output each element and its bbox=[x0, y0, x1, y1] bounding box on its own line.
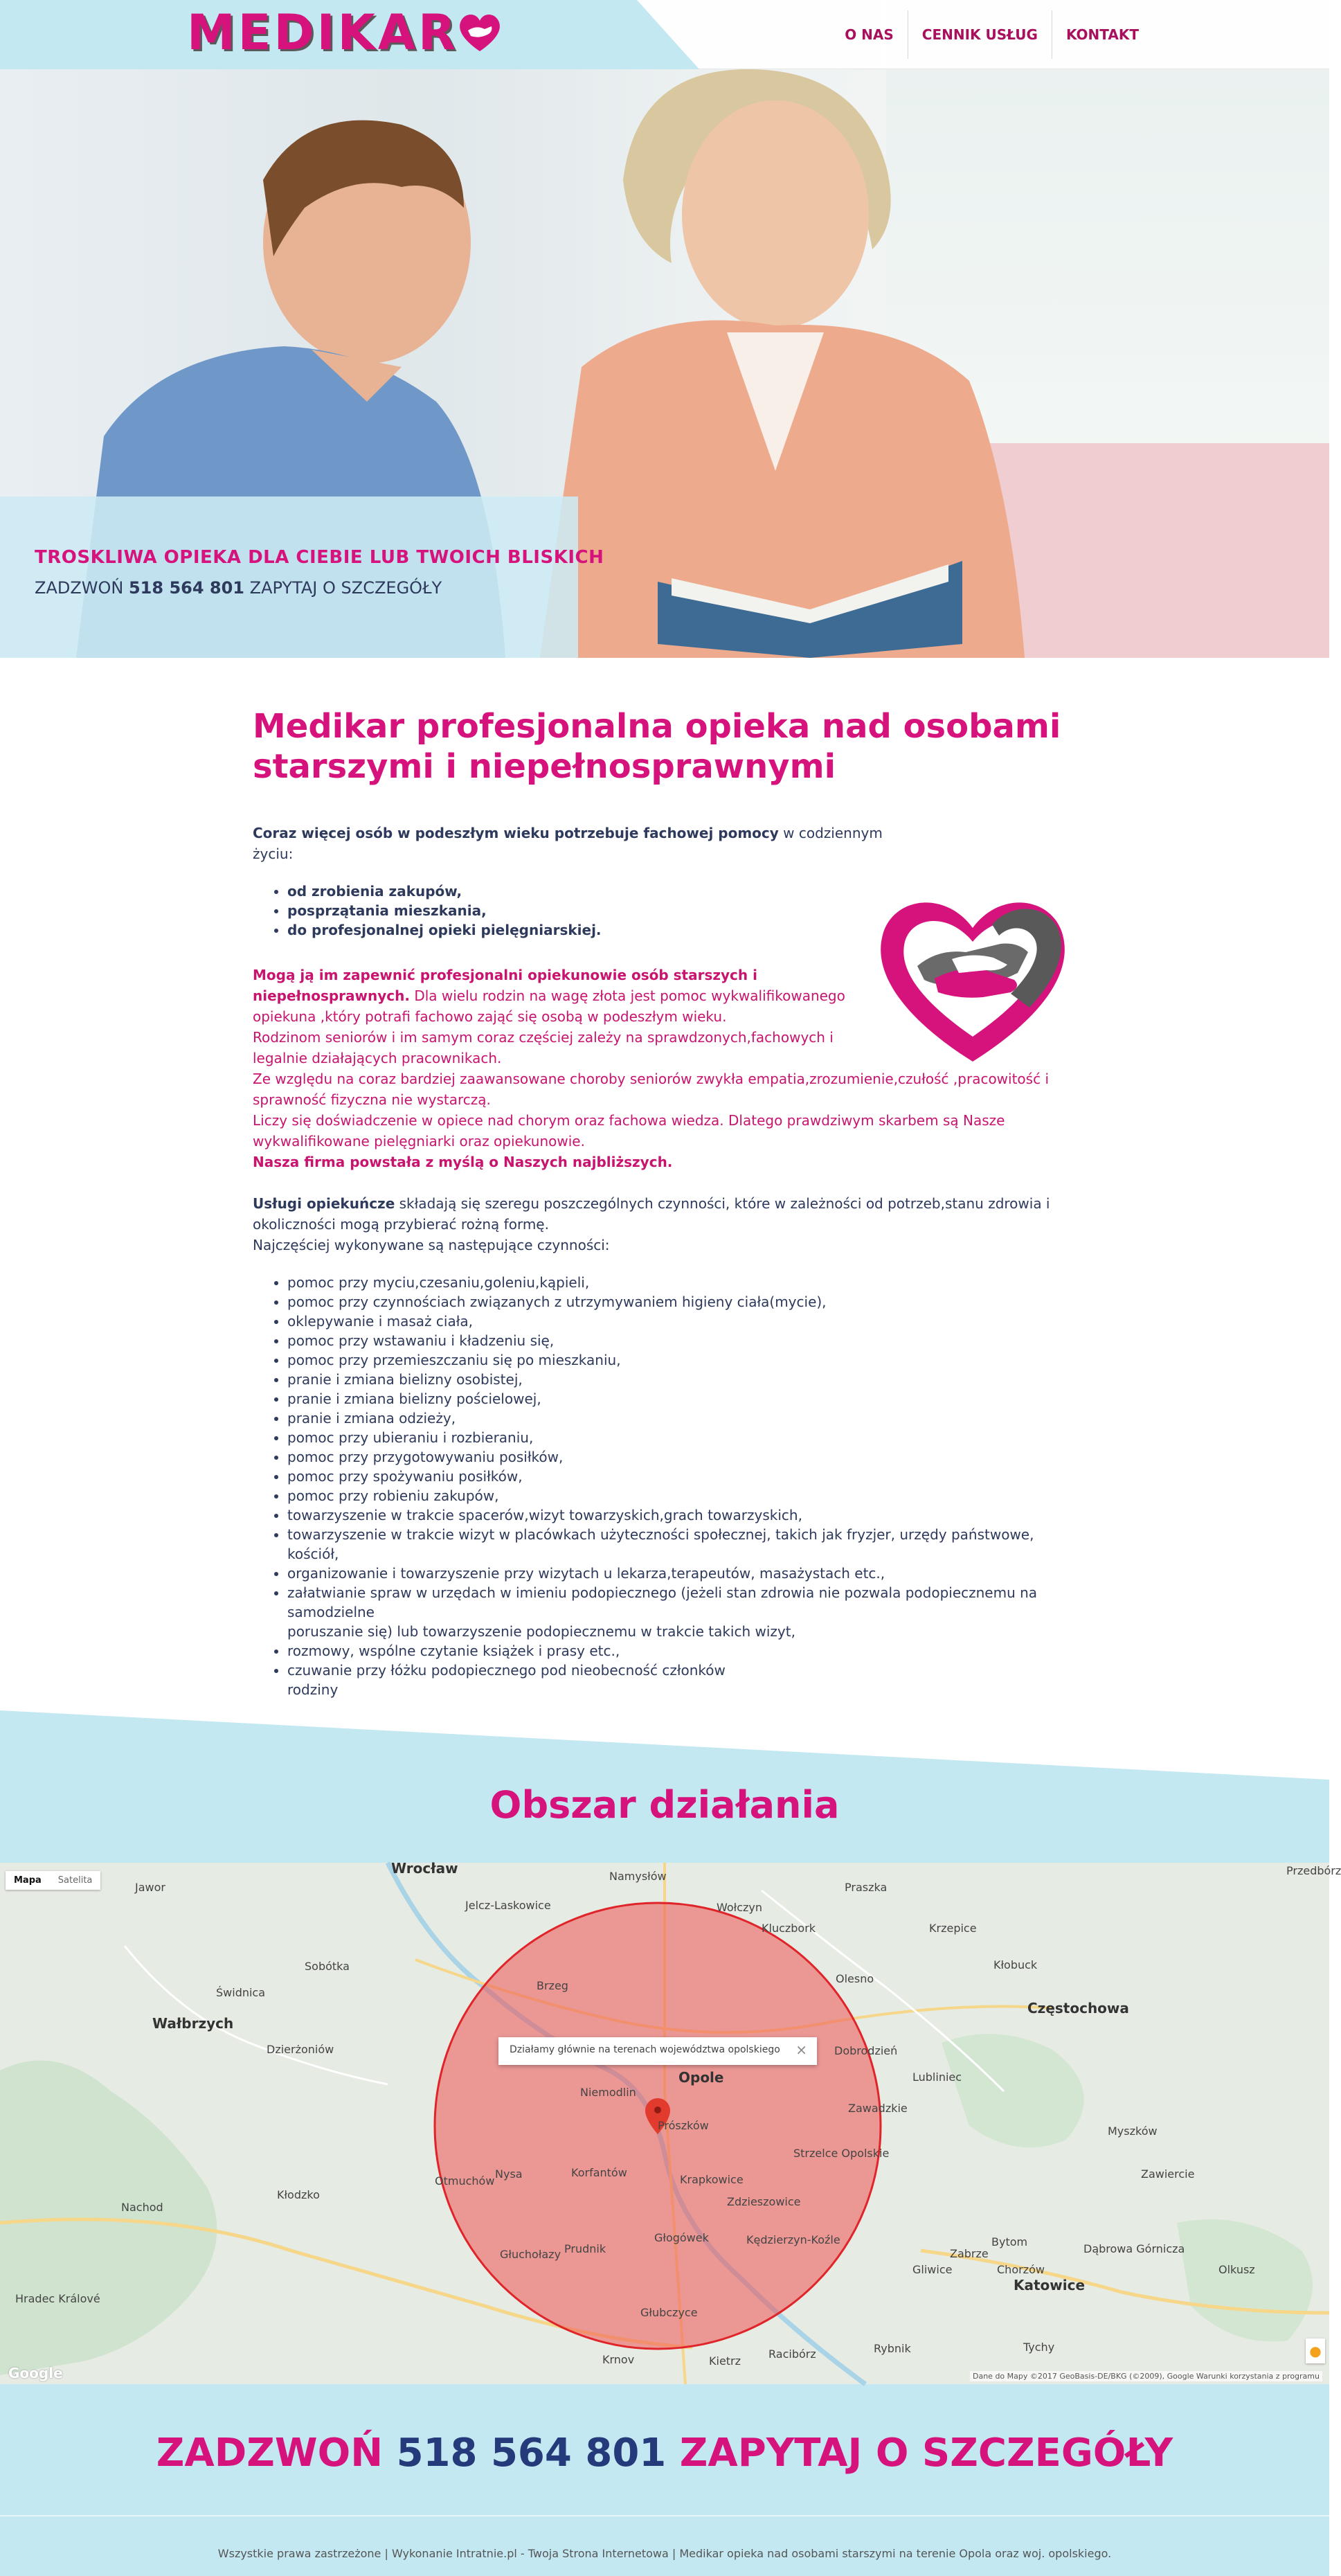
close-icon[interactable]: × bbox=[795, 2041, 807, 2058]
map-label: Częstochowa bbox=[1027, 2000, 1129, 2016]
list-item: • pomoc przy przemieszczaniu się po mieszkaniu, bbox=[287, 1350, 1077, 1370]
heart-hands-icon bbox=[456, 8, 504, 57]
p3-line-2: okoliczności mogą przybierać rożną formę. bbox=[253, 1216, 549, 1233]
cta-pre: ZADZWOŃ bbox=[156, 2431, 397, 2476]
map-label: Dobrodzień bbox=[834, 2044, 898, 2057]
map-tab-mapa[interactable]: Mapa bbox=[14, 1875, 42, 1886]
map-label: Jelcz-Laskowice bbox=[465, 1899, 551, 1912]
map-label: Sobótka bbox=[305, 1960, 350, 1973]
map-label: Tychy bbox=[1023, 2341, 1055, 2354]
map-label: Hradec Králové bbox=[15, 2292, 100, 2305]
map-label: Myszków bbox=[1108, 2125, 1158, 2138]
map-tab-satelita[interactable]: Satelita bbox=[57, 1875, 93, 1886]
map-attribution[interactable]: Dane do Mapy ©2017 GeoBasis-DE/BKG (©2009), Google Warunki korzystania z programu bbox=[970, 2371, 1322, 2381]
cta-phone[interactable]: 518 564 801 bbox=[396, 2431, 667, 2476]
map-label: Praszka bbox=[845, 1881, 888, 1894]
hero-phone[interactable]: 518 564 801 bbox=[128, 578, 244, 598]
list-item: • pranie i zmiana bielizny osobistej, bbox=[287, 1370, 1077, 1389]
map-label: Prudnik bbox=[564, 2242, 606, 2255]
p3-line-3: Najczęściej wykonywane są następujące czynności: bbox=[253, 1237, 610, 1253]
nav-o-nas[interactable]: O NAS bbox=[845, 26, 894, 43]
list-item: • pomoc przy przygotowywaniu posiłków, bbox=[287, 1447, 1077, 1467]
p2-line-8: Liczy się doświadczenie w opiece nad chorym oraz fachowa wiedza. Dlatego prawdziwym skarbem są Nasze bbox=[253, 1112, 1005, 1129]
p2-rest: Dla wielu rodzin na wagę złota jest pomoc wykwalifikowanego bbox=[409, 987, 845, 1004]
map-label: Korfantów bbox=[571, 2166, 627, 2179]
list-item: • pomoc przy ubieraniu i rozbieraniu, bbox=[287, 1428, 1077, 1447]
pegman-icon[interactable]: ● bbox=[1306, 2338, 1325, 2363]
list-item: • pomoc przy myciu,czesaniu,goleniu,kąpieli, bbox=[287, 1273, 1077, 1292]
hero-subtitle bbox=[35, 578, 442, 598]
main-content bbox=[253, 706, 1077, 1699]
list-item: • posprzątania mieszkania, bbox=[287, 901, 1077, 920]
p2-line-7: sprawność fizyczna nie wystarczą. bbox=[253, 1091, 491, 1108]
list-item: • pomoc przy czynnościach związanych z utrzymywaniem higieny ciała(mycie), bbox=[287, 1292, 1077, 1312]
logo-text: MEDIKAR bbox=[187, 4, 458, 61]
site-header bbox=[0, 0, 1329, 69]
list-item: • pomoc przy wstawaniu i kładzeniu się, bbox=[287, 1331, 1077, 1350]
list-item: • pranie i zmiana bielizny pościelowej, bbox=[287, 1389, 1077, 1408]
service-text: załatwianie spraw w urzędach w imieniu podopiecznego (jeżeli stan zdrowia nie pozwala podopiecznemu na samodzielne bbox=[287, 1584, 1038, 1620]
p2-line-4: Rodzinom seniorów i im samym coraz częściej zależy na sprawdzonych,fachowych i bbox=[253, 1029, 834, 1046]
heart-hands-illustration bbox=[869, 883, 1077, 1066]
services-list bbox=[287, 1273, 1077, 1699]
p3-bold: Usługi opiekuńcze bbox=[253, 1195, 395, 1212]
map-label: Dąbrowa Górnicza bbox=[1083, 2242, 1185, 2255]
intro-paragraph bbox=[253, 823, 1077, 864]
map-label: Olesno bbox=[836, 1972, 874, 1985]
list-item: • pomoc przy spożywaniu posiłków, bbox=[287, 1467, 1077, 1486]
list-item: • rozmowy, wspólne czytanie książek i prasy etc., bbox=[287, 1641, 1077, 1661]
cta-post: ZAPYTAJ O SZCZEGÓŁY bbox=[666, 2431, 1173, 2476]
map-label: Gliwice bbox=[912, 2263, 953, 2276]
map-label: Otmuchów bbox=[435, 2174, 495, 2188]
map-label: Racibórz bbox=[768, 2347, 816, 2361]
service-text-cont: poruszanie się) lub towarzyszenie podopiecznemu w trakcie takich wizyt, bbox=[287, 1623, 795, 1640]
map-label: Krzepice bbox=[929, 1922, 977, 1935]
map-label: Krnov bbox=[602, 2353, 635, 2366]
map-label: Namysłów bbox=[609, 1870, 667, 1883]
map-label: Nachod bbox=[121, 2201, 163, 2214]
list-item: • towarzyszenie w trakcie wizyt w placówkach użyteczności społecznej, takich jak fryzjer, urzędy państwowe, kościół, bbox=[287, 1525, 1077, 1564]
p2-line-9: wykwalifikowane pielęgniarki oraz opiekunowie. bbox=[253, 1133, 585, 1150]
map-label: Jawor bbox=[135, 1881, 165, 1894]
map-label: Wrocław bbox=[391, 1860, 458, 1877]
coverage-map[interactable] bbox=[0, 1860, 1341, 2384]
list-item bbox=[287, 1661, 1077, 1699]
map-label: Przedbórz bbox=[1286, 1864, 1341, 1877]
map-label: Dzierżoniów bbox=[267, 2043, 334, 2056]
hero-caption-box bbox=[0, 497, 578, 658]
list-item: • towarzyszenie w trakcie spacerów,wizyt towarzyskich,grach towarzyskich, bbox=[287, 1505, 1077, 1525]
hero-sub-pre: ZADZWOŃ bbox=[35, 578, 129, 598]
map-label: Kłobuck bbox=[993, 1958, 1038, 1971]
map-label: Kędzierzyn-Koźle bbox=[746, 2233, 840, 2246]
hero-book-illustration bbox=[644, 540, 976, 658]
list-item: • pomoc przy robieniu zakupów, bbox=[287, 1486, 1077, 1505]
main-nav bbox=[831, 0, 1153, 69]
map-label: Strzelce Opolskie bbox=[793, 2147, 890, 2160]
map-label: Zawadzkie bbox=[848, 2102, 908, 2115]
map-label: Kłodzko bbox=[277, 2188, 320, 2201]
map-type-tabs bbox=[6, 1871, 100, 1890]
map-label: Nysa bbox=[495, 2167, 523, 2181]
map-label: Rybnik bbox=[874, 2342, 911, 2355]
p2-line-5: legalnie działających pracownikach. bbox=[253, 1050, 502, 1066]
map-infowindow bbox=[498, 2037, 817, 2065]
list-item: • od zrobienia zakupów, bbox=[287, 882, 1077, 901]
call-to-action bbox=[0, 2431, 1329, 2476]
p2-line-10: Nasza firma powstała z myślą o Naszych najbliższych. bbox=[253, 1154, 673, 1170]
map-label: Olkusz bbox=[1218, 2263, 1255, 2276]
p2-line-6: Ze względu na coraz bardziej zaawansowane choroby seniorów zwykła empatia,zrozumienie,czułość ,pracowitość i bbox=[253, 1071, 1049, 1087]
intro-rest: w codziennym bbox=[778, 825, 883, 841]
map-label: Głubczyce bbox=[640, 2306, 698, 2319]
service-text-cont: rodziny bbox=[287, 1681, 339, 1698]
p2-bold: Mogą ją im zapewnić profesjonalni opiekunowie osób starszych i bbox=[253, 967, 757, 983]
footer-divider bbox=[0, 2515, 1329, 2516]
hero-title: TROSKLIWA OPIEKA DLA CIEBIE LUB TWOICH BLISKICH bbox=[35, 547, 604, 568]
map-label: Głuchołazy bbox=[500, 2248, 561, 2261]
map-label: Katowice bbox=[1014, 2277, 1086, 2293]
p2-line-3: opiekuna ,który potrafi fachowo zająć się osobą w podeszłym wieku. bbox=[253, 1008, 727, 1025]
map-label: Kluczbork bbox=[762, 1922, 816, 1935]
list-item: • organizowanie i towarzyszenie przy wizytach u lekarza,terapeutów, masażystach etc., bbox=[287, 1564, 1077, 1583]
nav-kontakt[interactable]: KONTAKT bbox=[1052, 10, 1153, 59]
infowindow-text: Działamy głównie na terenach województwa opolskiego bbox=[510, 2044, 780, 2055]
list-item bbox=[287, 1583, 1077, 1641]
services-intro bbox=[253, 1193, 1077, 1255]
intro-bold: Coraz więcej osób w podeszłym wieku potrzebuje fachowej pomocy bbox=[253, 825, 779, 841]
area-title: Obszar działania bbox=[489, 1783, 840, 1827]
p3-rest: składają się szeregu poszczególnych czynności, które w zależności od potrzeb,stanu zdrowia i bbox=[395, 1195, 1050, 1212]
google-logo: Google bbox=[8, 2365, 63, 2381]
map-label: Brzeg bbox=[537, 1979, 568, 1992]
map-label: Opole bbox=[678, 2069, 724, 2086]
list-item: • oklepywanie i masaż ciała, bbox=[287, 1312, 1077, 1331]
map-label: Zawiercie bbox=[1141, 2167, 1195, 2181]
map-label: Zdzieszowice bbox=[727, 2195, 801, 2208]
list-item: • pranie i zmiana odzieży, bbox=[287, 1408, 1077, 1428]
map-label: Chorzów bbox=[997, 2263, 1045, 2276]
map-label: Lubliniec bbox=[912, 2070, 962, 2084]
map-label: Bytom bbox=[991, 2235, 1028, 2248]
list-item: • do profesjonalnej opieki pielęgniarskiej. bbox=[287, 920, 1077, 940]
map-label: Zabrze bbox=[950, 2247, 989, 2260]
p2-bold-2: niepełnosprawnych. bbox=[253, 987, 410, 1004]
service-text: czuwanie przy łóżku podopiecznego pod nieobecność członków bbox=[287, 1662, 726, 1679]
hero-sub-post: ZAPYTAJ O SZCZEGÓŁY bbox=[244, 578, 442, 598]
map-label: Głogówek bbox=[654, 2231, 709, 2244]
map-label: Krapkowice bbox=[680, 2173, 744, 2186]
footer-text: Wszystkie prawa zastrzeżone | Wykonanie Intratnie.pl - Twoja Strona Internetowa | Medikar opieka nad osobami starszymi na terenie Opola oraz woj. opolskiego. bbox=[217, 2547, 1112, 2560]
logo[interactable] bbox=[187, 4, 504, 61]
map-label: Wołczyn bbox=[717, 1901, 763, 1914]
map-label: Kietrz bbox=[709, 2354, 741, 2368]
map-label: Niemodlin bbox=[580, 2086, 636, 2099]
map-label: Wałbrzych bbox=[152, 2015, 234, 2032]
page-title: Medikar profesjonalna opieka nad osobami starszymi i niepełnosprawnymi bbox=[253, 707, 1061, 786]
nav-cennik-uslug[interactable]: CENNIK USŁUG bbox=[908, 10, 1052, 59]
intro-rest-2: życiu: bbox=[253, 846, 294, 862]
map-label: Świdnica bbox=[216, 1986, 266, 1999]
map-label: Prószków bbox=[658, 2119, 709, 2132]
